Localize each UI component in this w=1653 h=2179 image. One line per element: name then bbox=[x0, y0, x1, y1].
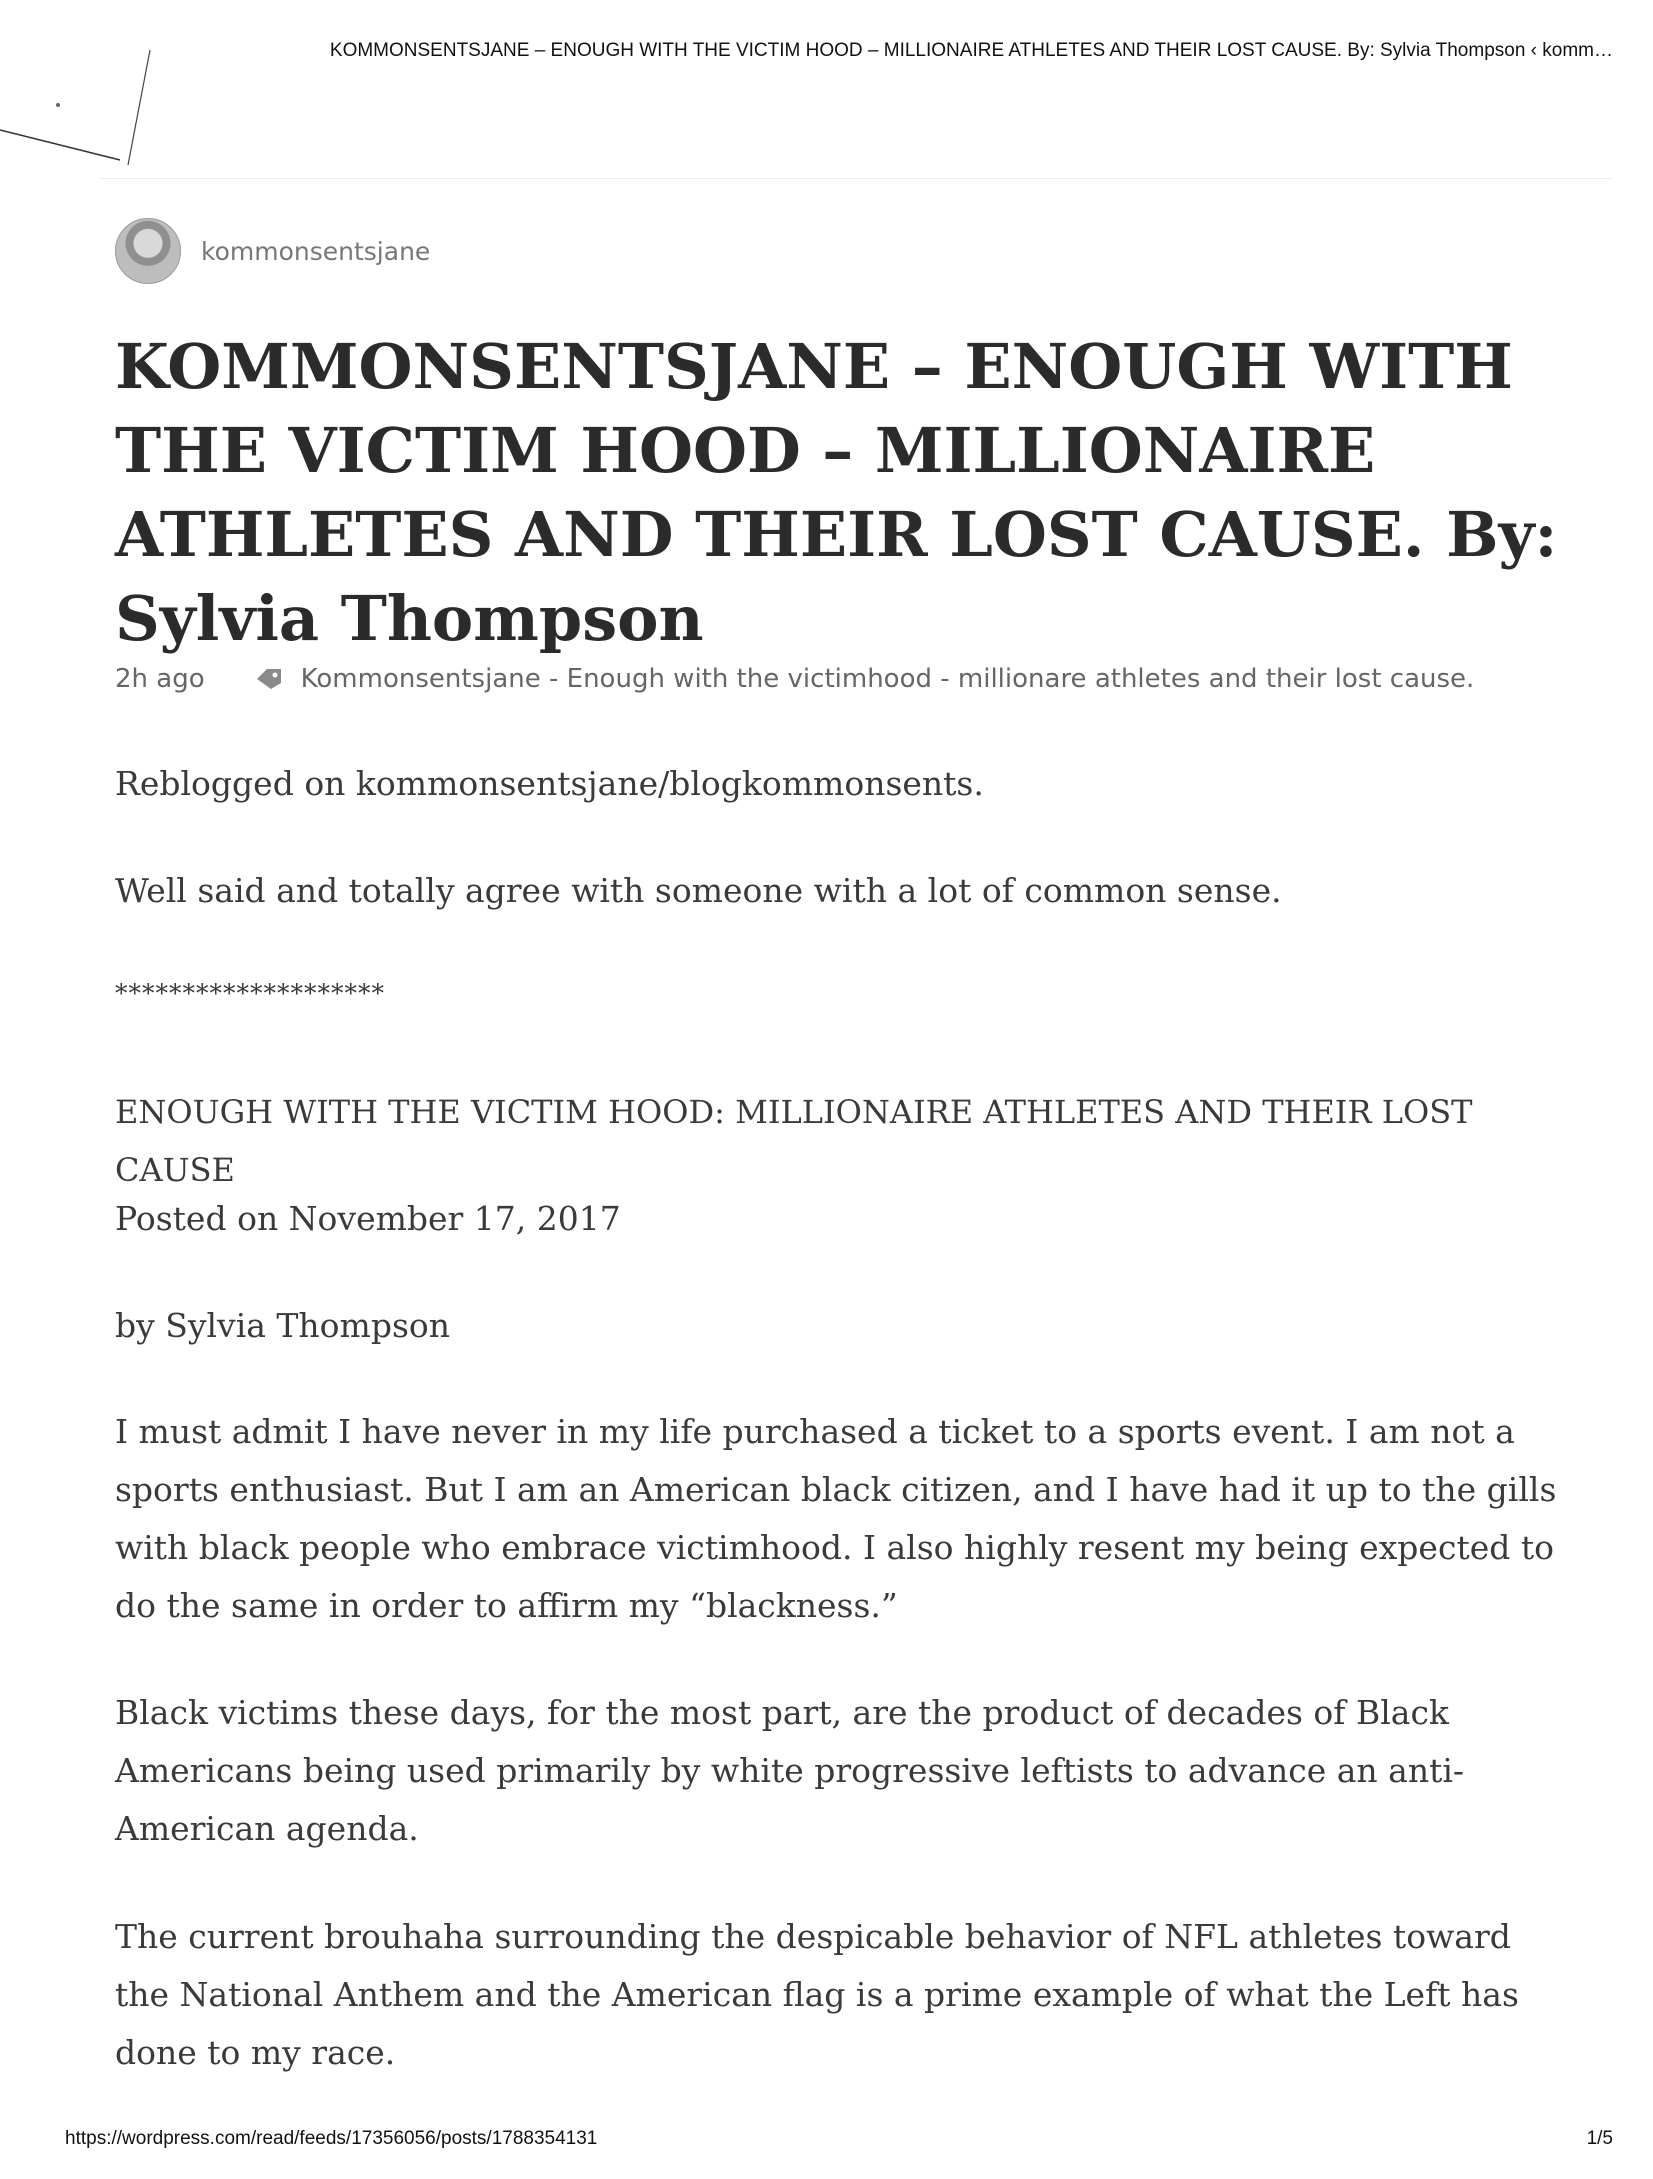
post-title: KOMMONSENTSJANE – ENOUGH WITH THE VICTIM HOOD – MILLIONAIRE ATHLETES AND THEIR LOST CAUSE. By: Sylvia Thompson bbox=[115, 330, 1558, 655]
article-paragraph: Black victims these days, for the most part, are the product of decades of Black Americans being used primarily by white progressive leftists to advance an anti-American agenda. bbox=[115, 1693, 1465, 1848]
paper-fold-mark bbox=[0, 0, 170, 170]
comment-line: Well said and totally agree with someone with a lot of common sense. bbox=[115, 871, 1282, 910]
article-paragraph: I must admit I have never in my life purchased a ticket to a sports event. I am not a sports enthusiast. But I am an American black citizen, and I have had it up to the gills with black people who embrace victimhood. I also highly resent my being expected to do the same in order to affirm my “blackness.” bbox=[115, 1412, 1557, 1625]
separator-stars: ******************** bbox=[115, 979, 385, 1008]
posted-date: Posted on November 17, 2017 bbox=[115, 1199, 621, 1238]
user-avatar-icon[interactable] bbox=[115, 218, 181, 284]
post-time-ago[interactable]: 2h ago bbox=[115, 664, 205, 694]
author-row[interactable] bbox=[115, 217, 430, 285]
header-divider bbox=[100, 178, 1613, 179]
print-header-title: KOMMONSENTSJANE – ENOUGH WITH THE VICTIM HOOD – MILLIONAIRE ATHLETES AND THEIR LOST CAUSE. By: Sylvia Thompson ‹ komm… bbox=[329, 40, 1613, 61]
print-header bbox=[0, 40, 1653, 62]
article-heading: ENOUGH WITH THE VICTIM HOOD: MILLIONAIRE ATHLETES AND THEIR LOST CAUSE bbox=[115, 1093, 1473, 1189]
reblogged-line: Reblogged on kommonsentsjane/blogkommonsents. bbox=[115, 764, 984, 803]
article-byline: by Sylvia Thompson bbox=[115, 1306, 451, 1345]
post-meta bbox=[115, 664, 1615, 694]
author-name[interactable]: kommonsentsjane bbox=[201, 236, 431, 266]
article-paragraph: The current brouhaha surrounding the despicable behavior of NFL athletes toward the National Anthem and the American flag is a prime example of what the Left has done to my race. bbox=[115, 1917, 1519, 2072]
print-footer-url: https://wordpress.com/read/feeds/17356056/posts/1788354131 bbox=[65, 2128, 598, 2149]
print-footer-page-number: 1/5 bbox=[1586, 2128, 1613, 2149]
post-tag-label[interactable]: Kommonsentsjane - Enough with the victimhood - millionare athletes and their lost cause. bbox=[300, 664, 1475, 694]
tag-icon bbox=[255, 667, 285, 691]
